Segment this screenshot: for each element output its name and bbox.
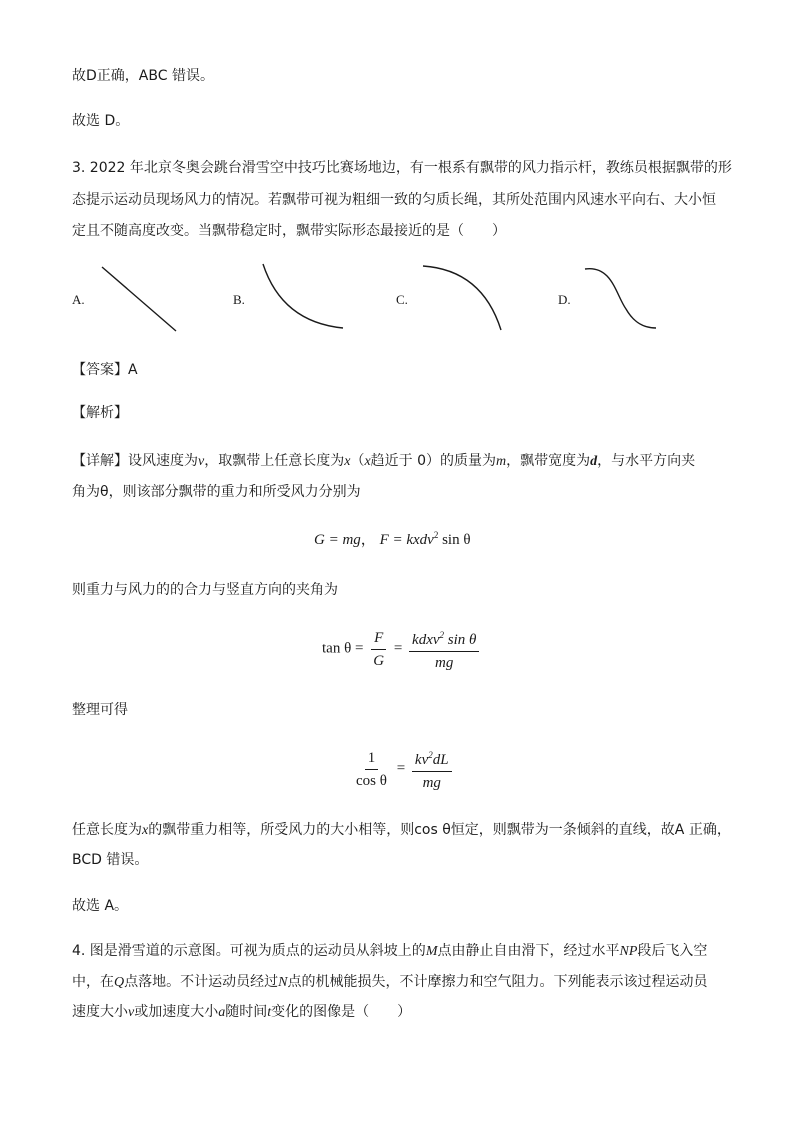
q4-stem-line2: 中，在Q点落地。不计运动员经过N点的机械能损失，不计摩擦力和空气阻力。下列能表示该过程运动员 xyxy=(72,974,708,990)
prev-conclusion: 故D正确，ABC 错误。 xyxy=(72,68,214,84)
analysis-label: 【解析】 xyxy=(72,405,128,421)
formula-tan: tan θ = $\frac{F}{G}$ = $\frac{kdxv^2 \sin \theta}{mg}$ xyxy=(322,626,482,672)
prev-choice: 故选 D。 xyxy=(72,113,130,129)
q4-stem-line1: 4. 图是滑雪道的示意图。可视为质点的运动员从斜坡上的M点由静止自由滑下，经过水平NP段后飞入空 xyxy=(72,943,708,959)
resultant-angle-text: 则重力与风力的的合力与竖直方向的夹角为 xyxy=(72,582,338,598)
q3-stem-line2: 态提示运动员现场风力的情况。若飘带可视为粗细一致的匀质长绳，其所处范围内风速水平向右、大小恒 xyxy=(72,192,716,208)
option-d-figure xyxy=(582,265,662,333)
option-c-figure xyxy=(420,262,510,334)
q3-stem-line3: 定且不随高度改变。当飘带稳定时，飘带实际形态最接近的是（ ） xyxy=(72,223,506,239)
conclusion-line2: BCD 错误。 xyxy=(72,852,149,868)
formula-forces: G = mg， F = kxdv$^2$ sin θ xyxy=(314,530,471,548)
formula-cos: $\frac{1}{\text{cos θ}}$ = $\frac{kv^2dL}{mg}$ xyxy=(350,746,455,792)
ribbon-concave xyxy=(263,264,343,328)
option-a-label: A. xyxy=(72,292,85,307)
answer-label: 【答案】A xyxy=(72,362,138,378)
option-b-figure xyxy=(260,262,350,334)
simplify-text: 整理可得 xyxy=(72,702,128,718)
option-d-label: D. xyxy=(558,292,571,307)
option-b-label: B. xyxy=(233,292,245,307)
q4-stem-line3: 速度大小v或加速度大小a随时间t变化的图像是（ ） xyxy=(72,1004,412,1020)
ribbon-convex xyxy=(423,266,501,330)
conclusion-line1: 任意长度为x的飘带重力相等，所受风力的大小相等，则cos θ恒定，则飘带为一条倾斜的直线，故A 正确， xyxy=(72,822,731,838)
detail-line2: 角为θ，则该部分飘带的重力和所受风力分别为 xyxy=(72,484,361,500)
detail-line1: 【详解】设风速度为v，取飘带上任意长度为x（x趋近于 0）的质量为m，飘带宽度为d，与水平方向夹 xyxy=(72,453,696,469)
option-a-figure xyxy=(100,265,180,335)
option-c-label: C. xyxy=(396,292,408,307)
q3-choice: 故选 A。 xyxy=(72,898,129,914)
q3-stem-line1: 3. 2022 年北京冬奥会跳台滑雪空中技巧比赛场地边，有一根系有飘带的风力指示杆，教练员根据飘带的形 xyxy=(72,160,732,176)
ribbon-s-curve xyxy=(585,269,656,328)
ribbon-straight xyxy=(102,267,176,331)
